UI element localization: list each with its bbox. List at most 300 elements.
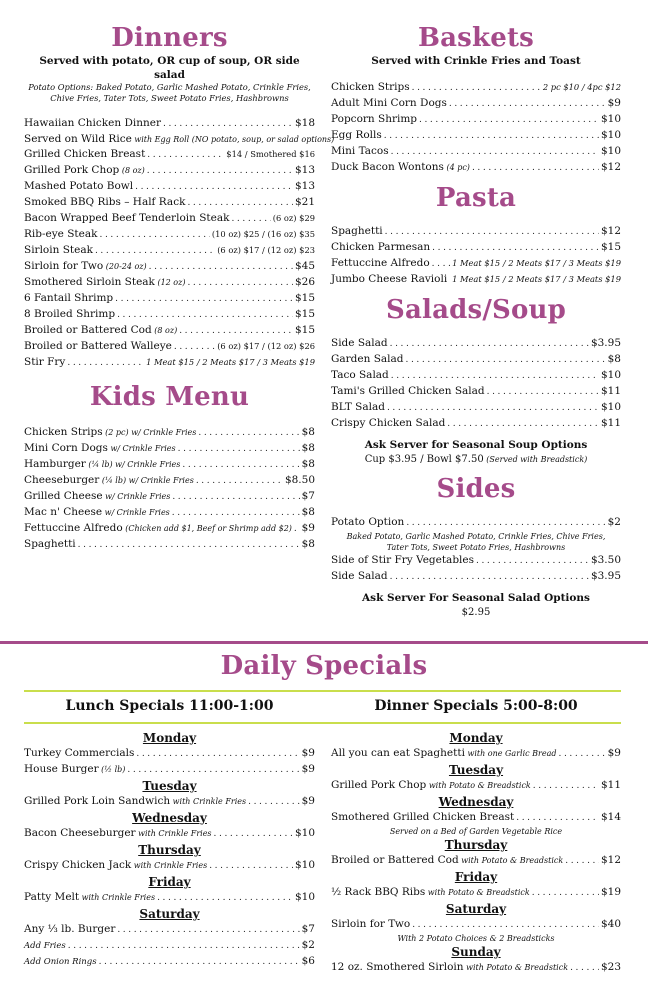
item-name-text: Popcorn Shrimp	[331, 113, 418, 125]
baskets-title: Baskets	[417, 23, 535, 53]
item-name-text: Turkey Commercials	[24, 747, 135, 759]
item-name	[331, 112, 417, 127]
dot-leader	[196, 474, 283, 489]
item-name	[331, 368, 389, 383]
item-name-text: Jumbo Cheese Ravioli	[331, 273, 448, 285]
menu-item	[331, 810, 621, 826]
dot-leader	[390, 337, 589, 352]
kids-menu-title: Kids Menu	[89, 382, 250, 412]
item-name	[24, 457, 180, 472]
menu-item	[331, 240, 621, 256]
menu-item	[24, 339, 315, 355]
item-name	[331, 336, 388, 351]
dot-leader	[99, 955, 300, 970]
item-price: $15	[294, 324, 315, 336]
lunch-monday: Monday	[142, 731, 197, 745]
menu-item	[331, 917, 621, 933]
menu-item	[24, 195, 315, 211]
item-name-text: Adult Mini Corn Dogs	[331, 97, 447, 109]
item-name	[331, 416, 445, 431]
item-name-text: Chicken Strips	[24, 426, 103, 438]
item-name-text: Served on Wild Rice	[24, 133, 132, 145]
item-name	[24, 746, 134, 761]
salad-note: Ask Server For Seasonal Salad Options	[362, 592, 590, 604]
dot-leader	[476, 554, 589, 569]
item-name	[24, 179, 133, 194]
menu-item	[24, 227, 315, 243]
item-name	[24, 195, 185, 210]
menu-item	[331, 853, 621, 869]
item-price: $11	[600, 417, 621, 429]
dot-leader	[384, 129, 599, 144]
item-name-text: 8 Broiled Shrimp	[24, 308, 116, 320]
menu-item	[24, 163, 315, 179]
dot-leader	[68, 939, 300, 954]
pasta-list	[331, 224, 621, 288]
menu-item	[24, 537, 315, 553]
menu-item	[24, 938, 315, 954]
item-note: with Crinkle Fries	[135, 829, 212, 838]
item-name-text: House Burger	[24, 763, 99, 775]
item-name-text: Grilled Chicken Breast	[24, 148, 146, 160]
menu-item	[24, 291, 315, 307]
item-name	[24, 147, 145, 162]
item-name-text: Crispy Chicken Salad	[331, 417, 446, 429]
item-price: $9	[301, 747, 315, 759]
item-name-text: Mini Tacos	[331, 145, 389, 157]
item-name-text: Any ⅓ lb. Burger	[24, 923, 116, 935]
menu-item	[331, 885, 621, 901]
lunch-tuesday-list	[24, 794, 315, 810]
item-name	[331, 384, 485, 399]
item-name	[24, 922, 115, 937]
salads-soup-title: Salads/Soup	[385, 295, 567, 325]
dinner-friday-list	[331, 885, 621, 901]
item-price: $15	[294, 308, 315, 320]
item-price: 1 Meat $15 / 2 Meats $17 / 3 Meats $19	[146, 357, 315, 367]
lunch-wednesday-list	[24, 826, 315, 842]
kids-list	[24, 425, 315, 553]
dot-leader	[117, 923, 299, 938]
menu-item	[24, 243, 315, 259]
item-price: 1 Meat $15 / 2 Meats $17 / 3 Meats $19	[452, 258, 621, 268]
dinner-specials-heading: Dinner Specials 5:00-8:00	[374, 698, 578, 714]
item-note: (½ lb)	[98, 765, 126, 774]
item-note: with Potato & Breadstick	[426, 781, 531, 790]
item-price: $7	[301, 490, 315, 502]
dot-leader	[570, 961, 599, 976]
menu-item	[24, 826, 315, 842]
dot-leader	[516, 811, 599, 826]
menu-item	[24, 132, 335, 147]
dinner-tuesday: Tuesday	[448, 763, 504, 777]
right-column	[331, 22, 621, 620]
menu-item	[331, 352, 621, 368]
menu-item	[24, 211, 315, 227]
item-note: with Egg Roll (NO potato, soup, or salad options)	[131, 135, 335, 144]
item-name-text: ½ Rack BBQ Ribs	[331, 886, 426, 898]
item-name	[24, 355, 65, 370]
item-name	[24, 794, 246, 809]
dot-leader	[149, 260, 293, 275]
dinner-wednesday-list	[331, 810, 621, 826]
item-name	[331, 810, 514, 825]
item-price: $9	[607, 747, 621, 759]
item-price: $8	[301, 538, 315, 550]
item-price: $2	[301, 939, 315, 951]
item-name	[24, 211, 229, 226]
item-price: $13	[294, 164, 315, 176]
item-price: $12	[600, 854, 621, 866]
dot-leader	[99, 228, 209, 243]
item-name	[331, 917, 410, 932]
item-price: $23	[600, 961, 621, 973]
item-name-text: Smoked BBQ Ribs – Half Rack	[24, 196, 186, 208]
item-price: (6 oz) $17 / (12 oz) $23	[217, 245, 315, 255]
potato-options-line-1: Potato Options: Baked Potato, Garlic Mashed Potato, Crinkle Fries,	[28, 82, 311, 92]
menu-item	[331, 400, 621, 416]
item-name	[331, 778, 531, 793]
menu-item	[331, 160, 621, 176]
item-price: $7	[301, 923, 315, 935]
item-price: (6 oz) $29	[272, 213, 315, 223]
item-name-text: Fettuccine Alfredo	[24, 522, 123, 534]
item-name	[24, 227, 97, 242]
menu-item	[24, 355, 315, 371]
item-name	[331, 352, 404, 367]
item-name-text: Garden Salad	[331, 353, 404, 365]
dot-leader	[391, 369, 599, 384]
dinner-wednesday-note: Served on a Bed of Garden Vegetable Rice	[389, 827, 563, 836]
item-name	[331, 224, 383, 239]
item-name	[24, 938, 66, 954]
item-name	[24, 954, 97, 970]
item-name-text: 12 oz. Smothered Sirloin	[331, 961, 464, 973]
dot-leader	[390, 570, 589, 585]
dot-leader	[449, 273, 450, 288]
dot-leader	[172, 490, 299, 505]
dot-leader	[178, 442, 300, 457]
item-name-text: Tami's Grilled Chicken Salad	[331, 385, 485, 397]
item-name-text: Grilled Pork Chop	[24, 164, 120, 176]
menu-item	[24, 954, 315, 970]
item-note: (2 pc) w/ Crinkle Fries	[102, 428, 197, 437]
item-price: $10	[600, 113, 621, 125]
lunch-monday-list	[24, 746, 315, 778]
soup-price-line	[331, 453, 621, 467]
lunch-saturday-list	[24, 922, 315, 970]
baskets-list	[331, 80, 621, 176]
dot-leader	[174, 340, 215, 355]
item-name	[24, 323, 177, 338]
item-name	[331, 240, 430, 255]
dinner-specials	[331, 730, 621, 976]
item-note: with Potato & Breadstick	[425, 888, 530, 897]
dot-leader	[231, 212, 270, 227]
menu-item	[331, 112, 621, 128]
item-price: $9	[301, 522, 315, 534]
dot-leader	[115, 292, 293, 307]
lunch-friday: Friday	[148, 875, 191, 889]
item-name-text: Duck Bacon Wontons	[331, 161, 444, 173]
menu-item	[24, 922, 315, 938]
item-price: $8.50	[284, 474, 315, 486]
item-name-text: Smothered Grilled Chicken Breast	[331, 811, 515, 823]
lunch-saturday: Saturday	[139, 907, 200, 921]
item-note: (8 oz)	[151, 326, 178, 335]
sides-list	[331, 553, 621, 585]
menu-item	[331, 256, 621, 272]
item-price: $14	[600, 811, 621, 823]
item-note: w/ Crinkle Fries	[102, 492, 171, 501]
dot-leader	[179, 324, 293, 339]
menu-item	[24, 762, 315, 778]
green-rule-top	[24, 690, 621, 692]
menu-item	[24, 441, 315, 457]
dot-leader	[447, 417, 599, 432]
menu-item	[24, 323, 315, 339]
dot-leader	[157, 891, 293, 906]
dot-leader	[117, 308, 293, 323]
menu-item	[24, 473, 315, 489]
item-note: w/ Crinkle Fries	[107, 444, 176, 453]
menu-item	[331, 416, 621, 432]
item-price: (10 oz) $25 / (16 oz) $35	[211, 229, 315, 239]
item-name	[24, 762, 125, 777]
dinner-sunday: Sunday	[451, 945, 501, 959]
dinner-saturday: Saturday	[445, 902, 507, 916]
dot-leader	[559, 747, 606, 762]
item-name-text: Patty Melt	[24, 891, 80, 903]
item-price: $8	[301, 506, 315, 518]
menu-item	[24, 307, 315, 323]
dot-leader	[565, 854, 599, 869]
item-name-text: Sirloin Steak	[24, 244, 93, 256]
item-price: $6	[301, 955, 315, 967]
item-name	[331, 960, 568, 975]
menu-item	[24, 489, 315, 505]
section-divider	[0, 641, 648, 644]
item-price: $9	[607, 97, 621, 109]
item-name	[331, 144, 389, 159]
item-note: (¼ lb) w/ Crinkle Fries	[85, 460, 181, 469]
menu-item	[24, 521, 315, 537]
item-name-text: Grilled Pork Loin Sandwich	[24, 795, 171, 807]
item-price: $9	[301, 763, 315, 775]
item-name	[24, 425, 196, 440]
dot-leader	[78, 538, 300, 553]
salad-price: $2.95	[461, 607, 491, 618]
item-name-text: Taco Salad	[331, 369, 389, 381]
item-note: with Crinkle Fries	[79, 893, 156, 902]
item-price: $13	[294, 180, 315, 192]
daily-specials-title: Daily Specials	[220, 651, 428, 681]
menu-item	[331, 128, 621, 144]
item-note: with Potato & Breadstick	[463, 963, 569, 972]
item-name-text: Chicken Parmesan	[331, 241, 431, 253]
dot-leader	[532, 886, 599, 901]
item-price: $10	[294, 859, 315, 871]
item-name	[331, 256, 430, 271]
item-price: 2 pc $10 / 4pc $12	[542, 82, 621, 92]
item-note: (4 pc)	[443, 163, 470, 172]
lunch-specials	[24, 730, 315, 970]
dot-leader	[187, 196, 293, 211]
item-name	[24, 521, 292, 536]
dinner-friday: Friday	[454, 870, 498, 884]
potato-options-line-2: Chive Fries, Tater Tots, Sweet Potato Fries, Hashbrowns	[50, 93, 289, 103]
item-price: $40	[600, 918, 621, 930]
menu-item	[331, 272, 621, 288]
item-price: 1 Meat $15 / 2 Meats $17 / 3 Meats $19	[452, 274, 621, 284]
item-name	[331, 96, 447, 111]
dot-leader	[533, 779, 599, 794]
dot-leader	[387, 401, 599, 416]
item-price: $3.95	[590, 570, 621, 582]
item-price: $10	[294, 827, 315, 839]
green-rule-bottom	[24, 722, 621, 724]
item-name	[24, 243, 93, 258]
menu-item	[24, 505, 315, 521]
item-name-text: Chicken Strips	[331, 81, 410, 93]
menu-item	[331, 515, 621, 531]
item-name	[331, 160, 470, 175]
dinners-list	[24, 116, 335, 371]
menu-item	[24, 259, 315, 275]
dot-leader	[419, 113, 599, 128]
item-price: $10	[600, 401, 621, 413]
item-name-text: Grilled Cheese	[24, 490, 103, 502]
item-name	[331, 746, 557, 761]
dot-leader	[147, 148, 224, 163]
lunch-thursday-list	[24, 858, 315, 874]
dot-leader	[248, 795, 300, 810]
item-price: $15	[294, 292, 315, 304]
dot-leader	[182, 458, 299, 473]
soup-price: Cup $3.95 / Bowl $7.50	[364, 454, 484, 465]
item-name	[24, 163, 145, 178]
dinner-sunday-list	[331, 960, 621, 976]
item-name	[331, 853, 563, 868]
lunch-tuesday: Tuesday	[142, 779, 197, 793]
menu-item	[24, 425, 315, 441]
item-price: $11	[600, 779, 621, 791]
item-price: $11	[600, 385, 621, 397]
dinner-tuesday-list	[331, 778, 621, 794]
menu-item	[331, 144, 621, 160]
menu-item	[24, 179, 315, 195]
menu-item	[24, 746, 315, 762]
item-name	[331, 885, 530, 900]
dinner-thursday: Thursday	[444, 838, 508, 852]
menu-item	[331, 746, 621, 762]
dinner-thursday-list	[331, 853, 621, 869]
item-name-text: Cheeseburger	[24, 474, 100, 486]
menu-item	[331, 336, 621, 352]
item-price: $8	[301, 458, 315, 470]
dot-leader	[294, 522, 300, 537]
item-price: $14 / Smothered $16	[226, 149, 315, 159]
dot-leader	[214, 827, 293, 842]
dot-leader	[95, 244, 215, 259]
item-name-text: Crispy Chicken Jack	[24, 859, 132, 871]
sides-title: Sides	[436, 474, 516, 504]
sides-potato-list-1: Baked Potato, Garlic Mashed Potato, Crinkle Fries, Chive Fries,	[346, 532, 606, 541]
left-column	[24, 22, 335, 553]
item-name	[331, 80, 410, 95]
lunch-friday-list	[24, 890, 315, 906]
item-name	[24, 441, 176, 456]
dot-leader	[209, 859, 293, 874]
baskets-subtitle: Served with Crinkle Fries and Toast	[371, 55, 581, 67]
item-name	[24, 259, 147, 274]
item-name-text: Fettuccine Alfredo	[331, 257, 430, 269]
item-price: $45	[294, 260, 315, 272]
soup-note: Ask Server for Seasonal Soup Options	[364, 439, 588, 451]
menu-item	[24, 890, 315, 906]
menu-item	[331, 553, 621, 569]
item-name-text: Side Salad	[331, 337, 388, 349]
item-name-text: Broiled or Battered Cod	[331, 854, 459, 866]
item-price: $10	[600, 369, 621, 381]
item-name-text: Sirloin for Two	[331, 918, 411, 930]
dot-leader	[163, 117, 293, 132]
lunch-wednesday: Wednesday	[132, 811, 207, 825]
dot-leader	[449, 97, 606, 112]
item-price: $9	[301, 795, 315, 807]
item-name-text: Spaghetti	[24, 538, 76, 550]
item-name-text: Broiled or Battered Walleye	[24, 340, 172, 352]
item-name-text: Side of Stir Fry Vegetables	[331, 554, 475, 566]
item-name-text: Hawaiian Chicken Dinner	[24, 117, 161, 129]
item-name-text: Mashed Potato Bowl	[24, 180, 134, 192]
item-name	[24, 473, 194, 488]
menu-item	[24, 858, 315, 874]
dinners-subtitle: Served with potato, OR cup of soup, OR side salad	[39, 55, 300, 81]
dinner-wednesday: Wednesday	[438, 795, 514, 809]
item-name-text: Rib-eye Steak	[24, 228, 98, 240]
menu-item	[331, 960, 621, 976]
item-name	[24, 339, 172, 354]
dinner-monday: Monday	[449, 731, 503, 745]
item-price: (6 oz) $17 / (12 oz) $26	[217, 341, 315, 351]
item-name-text: Sirloin for Two	[24, 260, 104, 272]
menu-item	[331, 96, 621, 112]
dot-leader	[67, 356, 144, 371]
dot-leader	[412, 81, 541, 96]
item-name-text: Stir Fry	[24, 356, 66, 368]
item-name	[24, 890, 155, 905]
item-name	[24, 858, 207, 873]
item-name	[24, 307, 115, 322]
dot-leader	[412, 918, 599, 933]
dot-leader	[198, 426, 299, 441]
item-name-text: Broiled or Battered Cod	[24, 324, 152, 336]
dot-leader	[391, 145, 599, 160]
dot-leader	[385, 225, 599, 240]
soup-price-note: (Served with Breadstick)	[483, 455, 588, 464]
item-price: $3.95	[590, 337, 621, 349]
menu-item	[331, 80, 621, 96]
item-price: $8	[301, 442, 315, 454]
lunch-thursday: Thursday	[138, 843, 201, 857]
lunch-specials-heading: Lunch Specials 11:00-1:00	[65, 698, 274, 714]
item-price: $2	[607, 516, 621, 528]
item-name-text: Mac n' Cheese	[24, 506, 103, 518]
item-price: $12	[600, 225, 621, 237]
item-name-text: 6 Fantail Shrimp	[24, 292, 114, 304]
item-price: $18	[294, 117, 315, 129]
